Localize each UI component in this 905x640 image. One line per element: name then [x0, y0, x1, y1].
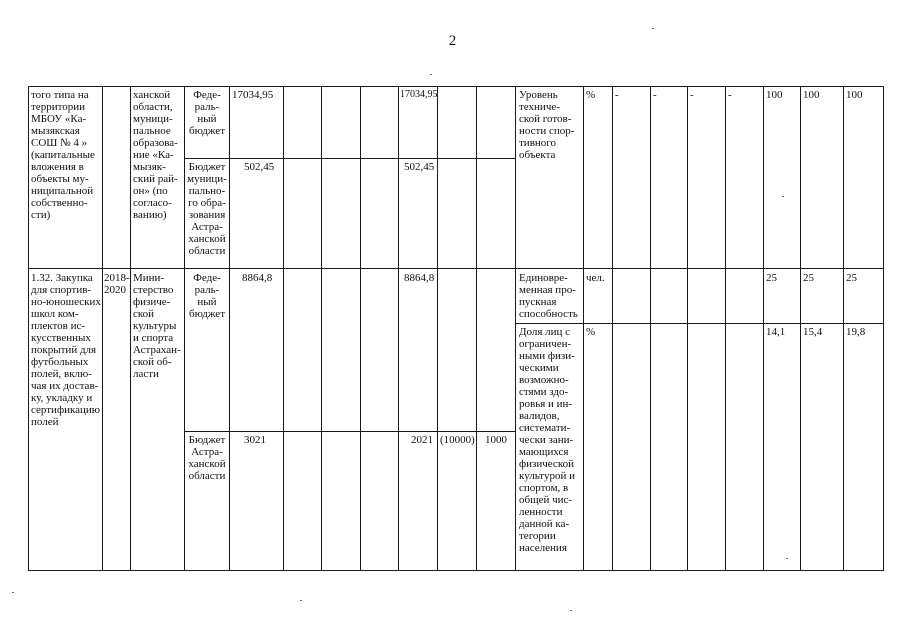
value-cell: 15,4 — [803, 326, 823, 338]
funding-total-cell: 8864,8 — [242, 272, 273, 284]
col-divider — [725, 86, 726, 571]
scan-speck — [300, 600, 302, 601]
value-dash: - — [653, 89, 657, 101]
value-cell: 14,1 — [766, 326, 786, 338]
table-top-border — [28, 86, 883, 87]
col-divider — [102, 86, 103, 571]
scan-speck — [12, 592, 14, 593]
row-divider — [515, 323, 883, 324]
page-number: 2 — [448, 33, 457, 49]
col-divider — [283, 86, 284, 571]
scan-speck — [786, 558, 788, 559]
value-dash: - — [690, 89, 694, 101]
executor-cell: Мини- стерство физиче- ской культуры и спорта Астрахан- ской об- ласти — [133, 272, 181, 380]
scan-speck — [782, 196, 784, 197]
table-bottom-border — [28, 570, 883, 571]
value-cell: 19,8 — [846, 326, 866, 338]
col-divider — [476, 86, 477, 571]
activity-cell: 1.32. Закупка для спортив- но-юношеских школ ком- плектов ис- кусственных покрытий для футбольных полей, вклю- чая их достав- ку, укладку и сертификацию полей — [31, 272, 101, 428]
col-divider — [843, 86, 844, 571]
activity-cell: того типа на территории МБОУ «Ка- мызякская СОШ № 4 » (капитальные вложения в объекты му- ниципальной собственно- сти) — [31, 89, 95, 221]
col-divider — [360, 86, 361, 571]
indicator-cell: Доля лиц с ограничен- ными физи- ческими возможно- стями здо- ровья и ин- валидов, системати- чески зани- мающихся физической культурой и спортом, в общей чис- ленности данной ка- тегории населения — [519, 326, 575, 554]
col-divider — [883, 86, 884, 571]
value-cell: 25 — [846, 272, 857, 284]
row-divider — [28, 268, 883, 269]
funding-year-cell: 8864,8 — [404, 272, 435, 284]
col-divider — [28, 86, 29, 571]
scan-speck — [652, 28, 654, 29]
col-divider — [687, 86, 688, 571]
funding-total-cell: 502,45 — [244, 161, 275, 173]
value-cell: 25 — [766, 272, 777, 284]
col-divider — [184, 86, 185, 571]
funding-source-cell: Феде- раль- ный бюджет — [189, 89, 225, 137]
col-divider — [398, 86, 399, 571]
funding-year-cell: 2021 — [411, 434, 433, 446]
row-divider — [184, 158, 515, 159]
funding-source-cell: Феде- раль- ный бюджет — [189, 272, 225, 320]
funding-year-cell: 1000 — [485, 434, 507, 446]
row-divider — [184, 431, 515, 432]
funding-year-cell: (10000) — [440, 434, 475, 446]
executor-cell: ханской области, муници- пальное образова- ние «Ка- мызяк- ский рай- он» (по согласо- ванию) — [133, 89, 178, 221]
value-cell: 100 — [846, 89, 863, 101]
period-cell: 2018- 2020 — [104, 272, 130, 296]
funding-year-cell: 502,45 — [404, 161, 435, 173]
col-divider — [650, 86, 651, 571]
value-dash: - — [728, 89, 732, 101]
unit-cell: % — [586, 89, 596, 101]
funding-year-cell: 17034,95 — [400, 89, 438, 100]
indicator-cell: Единовре- менная про- пускная способность — [519, 272, 578, 320]
value-cell: 25 — [803, 272, 814, 284]
col-divider — [763, 86, 764, 571]
funding-source-cell: Бюджет Астра- ханской области — [188, 434, 226, 482]
value-cell: 100 — [803, 89, 820, 101]
funding-total-cell: 3021 — [244, 434, 266, 446]
funding-total-cell: 17034,95 — [232, 89, 274, 101]
funding-source-cell: Бюджет муници- пально- го обра- зования Астра- ханской области — [187, 161, 227, 257]
col-divider — [229, 86, 230, 571]
col-divider — [515, 86, 516, 571]
value-dash: - — [615, 89, 619, 101]
col-divider — [583, 86, 584, 571]
col-divider — [321, 86, 322, 571]
col-divider — [612, 86, 613, 571]
value-cell: 100 — [766, 89, 783, 101]
unit-cell: чел. — [586, 272, 605, 284]
indicator-cell: Уровень техниче- ской готов- ности спор- тивного объекта — [519, 89, 575, 161]
col-divider — [130, 86, 131, 571]
col-divider — [437, 86, 438, 571]
scan-speck — [430, 74, 432, 75]
scan-speck — [570, 610, 572, 611]
unit-cell: % — [586, 326, 596, 338]
col-divider — [800, 86, 801, 571]
